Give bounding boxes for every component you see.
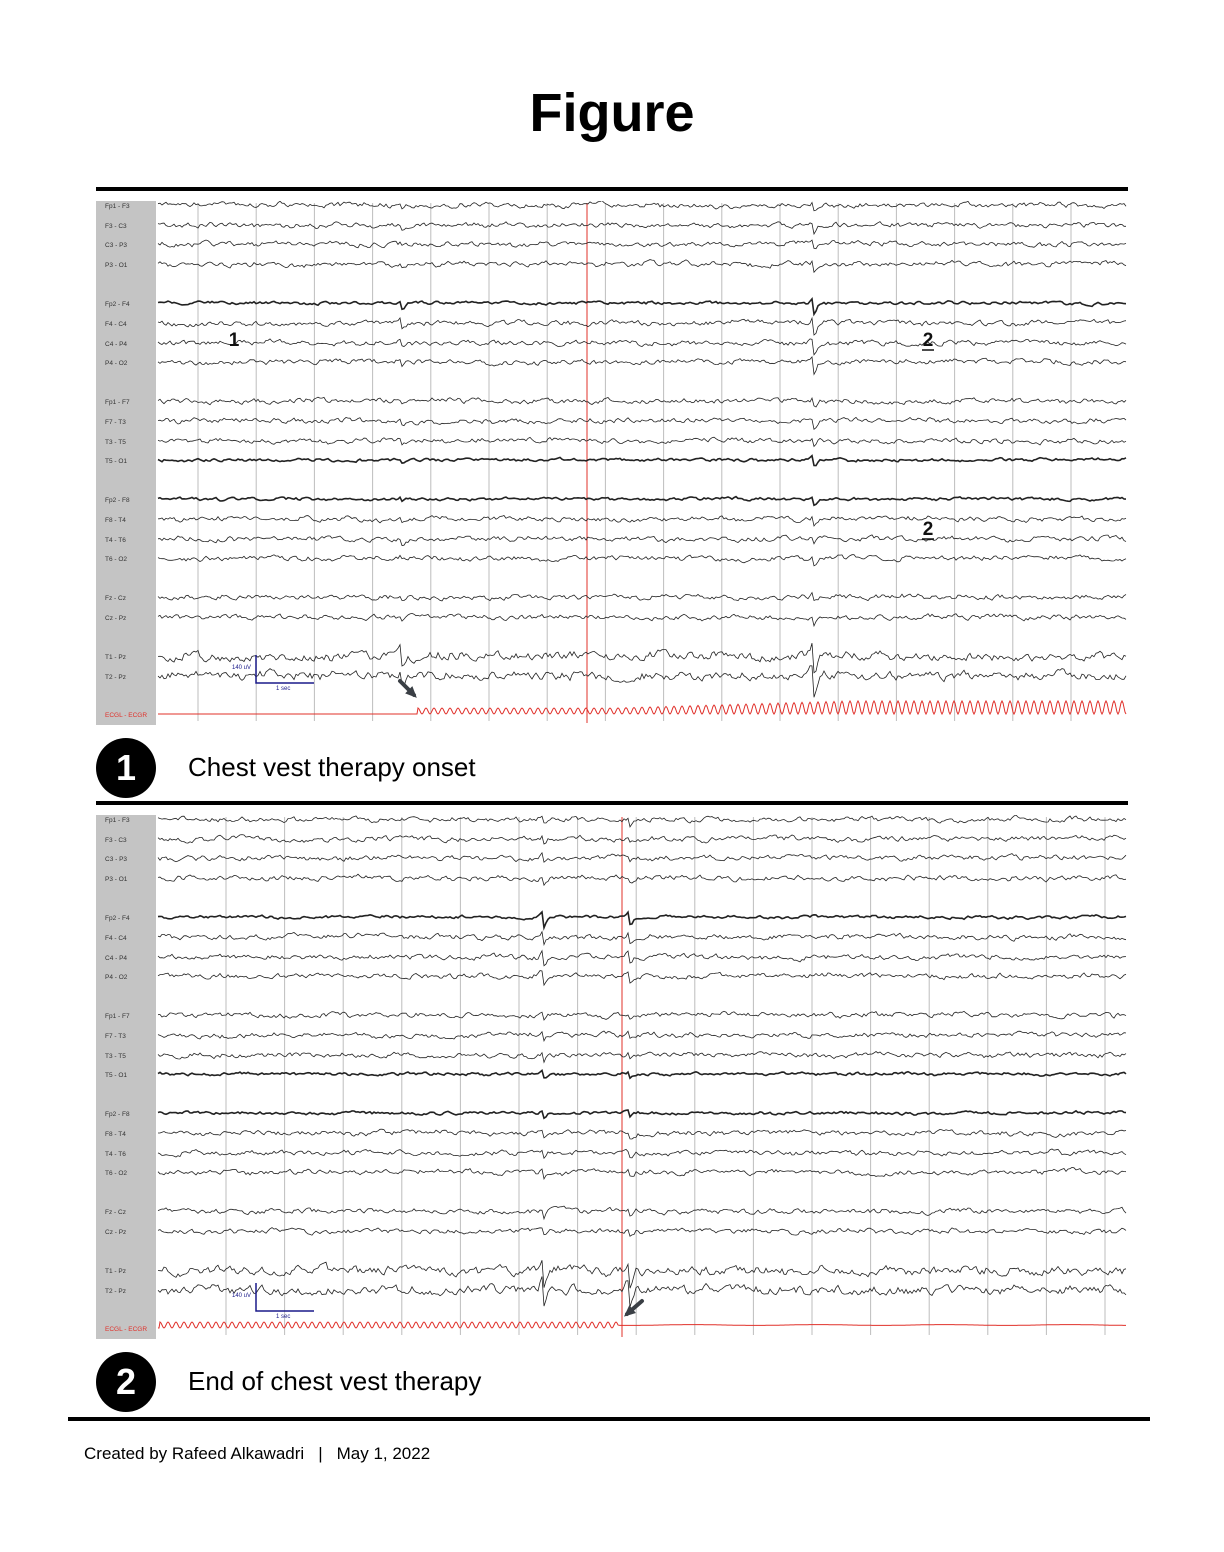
footer-separator: | <box>318 1444 323 1463</box>
channel-label: Fp2 - F8 <box>105 1111 130 1118</box>
panel-background <box>96 815 1128 1339</box>
caption-text-2: End of chest vest therapy <box>188 1366 482 1396</box>
page-title: Figure <box>529 83 695 143</box>
channel-label: T5 - O1 <box>105 458 128 465</box>
scale-amplitude-label: 140 uV <box>232 665 252 671</box>
channel-label: Fp2 - F4 <box>105 915 130 922</box>
channel-label: Cz - Pz <box>105 615 127 622</box>
channel-label: T6 - O2 <box>105 1170 128 1177</box>
channel-label: T4 - T6 <box>105 537 126 544</box>
channel-label: Fp1 - F3 <box>105 203 130 210</box>
channel-label: T2 - Pz <box>105 674 126 681</box>
eeg-panel-1 <box>96 201 1128 725</box>
bottom-rule <box>68 1417 1150 1421</box>
ecg-label: ECGL - ECGR <box>105 712 148 719</box>
channel-label: T3 - T5 <box>105 439 126 446</box>
channel-label: T3 - T5 <box>105 1053 126 1060</box>
footer-date: May 1, 2022 <box>336 1444 431 1463</box>
annotation-label-3: 2 <box>922 519 934 540</box>
panel-background <box>96 201 1128 725</box>
channel-label: F4 - C4 <box>105 935 127 942</box>
channel-label: Fp2 - F4 <box>105 301 130 308</box>
channel-label: T2 - Pz <box>105 1288 126 1295</box>
channel-label: F4 - C4 <box>105 321 127 328</box>
channel-label: F8 - T4 <box>105 1131 126 1138</box>
channel-label: F3 - C3 <box>105 837 127 844</box>
channel-label: Fp1 - F3 <box>105 817 130 824</box>
footer-author: Created by Rafeed Alkawadri <box>84 1444 305 1463</box>
channel-label: P3 - O1 <box>105 262 128 269</box>
channel-label: T5 - O1 <box>105 1072 128 1079</box>
channel-label: T6 - O2 <box>105 556 128 563</box>
caption-number-1: 1 <box>96 738 156 798</box>
caption-number-2: 2 <box>96 1352 156 1412</box>
channel-label: F8 - T4 <box>105 517 126 524</box>
channel-label: Fp1 - F7 <box>105 399 130 406</box>
channel-label: F7 - T3 <box>105 1033 126 1040</box>
scale-time-label: 1 sec <box>276 1314 291 1320</box>
footer <box>84 1444 430 1464</box>
eeg-traces-panel-2 <box>96 815 1128 1339</box>
channel-label: Fp2 - F8 <box>105 497 130 504</box>
top-rule <box>96 187 1128 191</box>
channel-label: Cz - Pz <box>105 1229 127 1236</box>
channel-label: C3 - P3 <box>105 856 128 863</box>
channel-label: C3 - P3 <box>105 242 128 249</box>
channel-label: T1 - Pz <box>105 1268 126 1275</box>
eeg-traces-panel-1 <box>96 201 1128 725</box>
channel-label: Fz - Cz <box>105 1209 126 1216</box>
channel-label: P4 - O2 <box>105 360 128 367</box>
scale-time-label: 1 sec <box>276 686 291 692</box>
eeg-panel-2 <box>96 815 1128 1339</box>
channel-label: Fz - Cz <box>105 595 126 602</box>
channel-label: F7 - T3 <box>105 419 126 426</box>
channel-label: F3 - C3 <box>105 223 127 230</box>
channel-label: Fp1 - F7 <box>105 1013 130 1020</box>
scale-amplitude-label: 140 uV <box>232 1293 252 1299</box>
channel-label: T1 - Pz <box>105 654 126 661</box>
channel-label: C4 - P4 <box>105 955 128 962</box>
caption-text-1: Chest vest therapy onset <box>188 752 476 782</box>
channel-label: T4 - T6 <box>105 1151 126 1158</box>
channel-label: P3 - O1 <box>105 876 128 883</box>
channel-label: P4 - O2 <box>105 974 128 981</box>
channel-label: C4 - P4 <box>105 341 128 348</box>
annotation-label-2: 2 <box>922 330 934 351</box>
annotation-label-1: 1 <box>228 330 240 351</box>
ecg-label: ECGL - ECGR <box>105 1326 148 1333</box>
middle-rule <box>96 801 1128 805</box>
